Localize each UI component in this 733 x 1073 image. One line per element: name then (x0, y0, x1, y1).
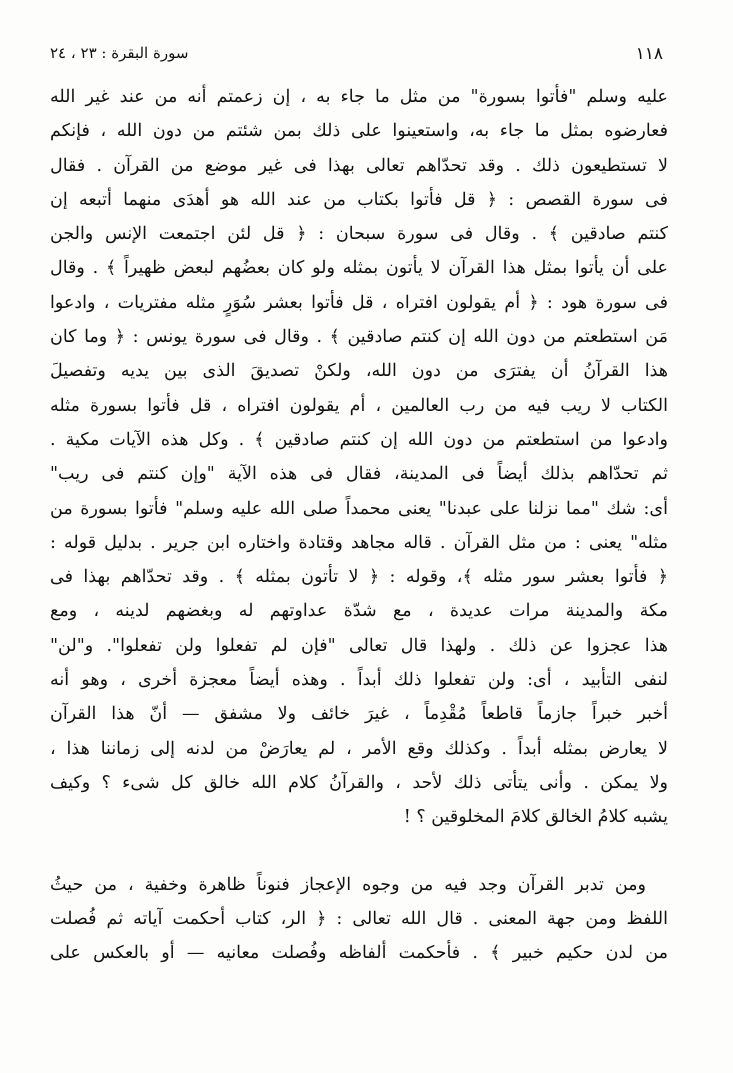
text-line: على أن يأتوا بمثل هذا القرآن لا يأتون بمثله ولو كان بعضُهم لبعض ظهيراً ﴾ . وقال (50, 258, 668, 279)
running-head: سورة البقرة : ٢٣ ، ٢٤ (50, 44, 189, 62)
text-line: لا تستطيعون ذلك . وقد تحدّاهم تعالى بهذا فى غير موضع من القرآن . فقال (50, 155, 668, 176)
text-line: فى سورة هود : ﴿ أم يقولون افتراه ، قل فأتوا بعشر سُوَرٍ مثله مفتريات ، وادعوا (50, 292, 668, 313)
body-text (50, 80, 668, 970)
text-line: يشبه كلامُ الخالق كلامَ المخلوقين ؟ ! (403, 807, 668, 828)
text-line: ﴿ فأتوا بعشر سور مثله ﴾، وقوله : ﴿ لا تأتون بمثله ﴾ . وقد تحدّاهم بهذا فى (50, 567, 668, 588)
text-line: لا يعارض بمثله أبداً . وكذلك وقع الأمر ، لم يعارَضْ من لدنه إلى زماننا هذا ، (50, 738, 668, 759)
text-line: أخبر خبراً جازماً قاطعاً مُقْدِماً ، غيرَ خائف ولا مشفق — أنّ هذا القرآن (50, 704, 668, 725)
paragraph-1 (50, 80, 668, 835)
text-line: ومن تدبر القرآن وجد فيه من وجوه الإعجاز فنوناً ظاهرة وخفية ، من حيثُ (50, 874, 646, 895)
page-number: ١١٨ (635, 44, 663, 64)
text-line: وادعوا من استطعتم من دون الله إن كنتم صادقين ﴾ . وكل هذه الآيات مكية . (50, 429, 668, 450)
page-header (50, 44, 663, 74)
text-line: مثله" يعنى : من مثل القرآن . قاله مجاهد وقتادة واختاره ابن جرير . بدليل قوله : (50, 532, 668, 553)
paragraph-2 (50, 868, 668, 971)
text-line: ولا يمكن . وأنى يتأتى ذلك لأحد ، والقرآنُ كلام الله خالق كل شىء ؟ وكيف (50, 772, 668, 793)
text-line: الكتاب لا ريب فيه من رب العالمين ، أم يقولون افتراه ، قل فأتوا بسورة مثله (50, 395, 668, 416)
text-line: مَن استطعتم من دون الله إن كنتم صادقين ﴾ . وقال فى سورة يونس : ﴿ وما كان (50, 327, 668, 348)
text-line: هذا القرآنُ أن يفترَى من دون الله، ولكنْ تصديقَ الذى بين يديه وتفصيلَ (50, 361, 668, 382)
text-line: مكة والمدينة مرات عديدة ، مع شدّة عداوتهم له وبغضهم لدينه ، ومع (50, 601, 668, 622)
text-line: من لدن حكيم خبير ﴾ . فأحكمت ألفاظه وفُصلت معانيه — أو بالعكس على (50, 943, 668, 964)
text-line: ثم تحدّاهم بذلك أيضاً فى المدينة، فقال فى هذه الآية "وإن كنتم فى ريب" (50, 464, 668, 485)
paragraph-gap (50, 835, 668, 868)
text-line: أى: شك "مما نزلنا على عبدنا" يعنى محمداً صلى الله عليه وسلم" فأتوا بسورة من (50, 498, 668, 519)
text-line: اللفظ ومن جهة المعنى . قال الله تعالى : ﴿ الر، كتاب أحكمت آياته ثم فُصلت (50, 908, 668, 929)
text-line: كنتم صادقين ﴾ . وقال فى سورة سبحان : ﴿ قل لئن اجتمعت الإنس والجن (50, 224, 668, 245)
text-line: لنفى التأبيد ، أى: ولن تفعلوا ذلك أبداً . وهذه أيضاً معجزة أخرى ، وهو أنه (50, 670, 668, 691)
text-line: فى سورة القصص : ﴿ قل فأتوا بكتاب من عند الله هو أهدَى منهما أتبعه إن (50, 189, 668, 210)
text-line: هذا عجزوا عن ذلك . ولهذا قال تعالى "فإن لم تفعلوا ولن تفعلوا". و"لن" (50, 635, 668, 656)
text-line: عليه وسلم "فأتوا بسورة" من مثل ما جاء به ، إن زعمتم أنه من عند غير الله (50, 87, 668, 107)
text-line: فعارضوه بمثل ما جاء به، واستعينوا على ذلك بمن شئتم من دون الله ، فإنكم (50, 121, 668, 142)
